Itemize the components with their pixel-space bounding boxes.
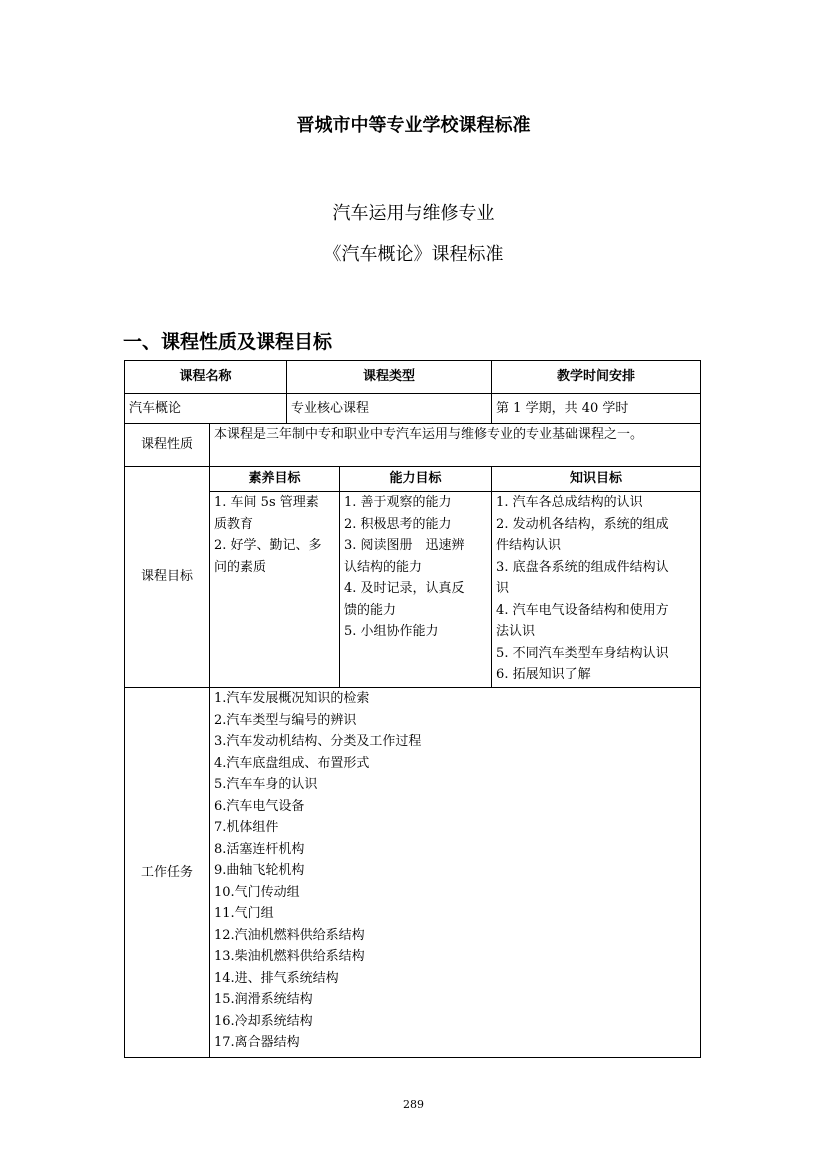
literacy-goal-line: 问的素质 <box>214 559 267 575</box>
task-item: 10.气门传动组 <box>214 884 300 900</box>
header-knowledge-goals: 知识目标 <box>492 467 701 492</box>
section-heading: 一、课程性质及课程目标 <box>123 331 333 353</box>
header-schedule: 教学时间安排 <box>492 361 701 394</box>
school-title: 晋城市中等专业学校课程标准 <box>296 115 531 136</box>
header-literacy-goals: 素养目标 <box>210 467 340 492</box>
knowledge-goal-line: 3. 底盘各系统的组成件结构认 <box>496 559 669 575</box>
task-item: 11.气门组 <box>214 906 274 921</box>
course-name-value: 汽车概论 <box>125 394 287 424</box>
goals-content-row <box>125 492 701 688</box>
course-type-value: 专业核心课程 <box>287 394 492 424</box>
task-item: 6.汽车电气设备 <box>214 798 305 814</box>
course-title: 《汽车概论》课程标准 <box>323 244 504 265</box>
knowledge-goal-line: 2. 发动机各结构，系统的组成 <box>496 516 669 532</box>
task-item: 9.曲轴飞轮机构 <box>214 863 305 878</box>
task-item: 3.汽车发动机结构、分类及工作过程 <box>214 734 422 749</box>
knowledge-goal-line: 6. 拓展知识了解 <box>496 667 591 682</box>
task-item: 4.汽车底盘组成、布置形式 <box>214 755 370 771</box>
header-ability-goals: 能力目标 <box>340 467 492 492</box>
ability-goal-line: 3. 阅读图册 迅速辨 <box>344 538 465 553</box>
knowledge-goal-line: 1. 汽车各总成结构的认识 <box>496 495 643 510</box>
ability-goal-line: 5. 小组协作能力 <box>344 624 439 639</box>
table-row <box>125 394 701 424</box>
task-item: 2.汽车类型与编号的辨识 <box>214 712 357 728</box>
task-item: 17.离合器结构 <box>214 1035 300 1050</box>
task-item: 16.冷却系统结构 <box>214 1013 313 1029</box>
nature-row <box>125 424 701 467</box>
task-item: 5.汽车车身的认识 <box>214 777 318 792</box>
page-number: 289 <box>403 1098 424 1111</box>
knowledge-goal-line: 件结构认识 <box>496 538 562 553</box>
nature-label: 课程性质 <box>125 424 210 467</box>
nature-text: 本课程是三年制中专和职业中专汽车运用与维修专业的专业基础课程之一。 <box>210 424 701 467</box>
header-course-name: 课程名称 <box>125 361 287 394</box>
task-item: 12.汽油机燃料供给系结构 <box>214 927 365 943</box>
goals-label: 课程目标 <box>125 467 210 688</box>
literacy-goal-line: 1. 车间 5s 管理素 <box>214 495 319 510</box>
task-item: 1.汽车发展概况知识的检索 <box>214 691 370 706</box>
task-item: 14.进、排气系统结构 <box>214 970 339 986</box>
knowledge-goal-line: 识 <box>496 581 510 596</box>
task-item: 8.活塞连杆机构 <box>214 841 305 857</box>
schedule-value: 第 1 学期，共 40 学时 <box>492 394 701 424</box>
tasks-label: 工作任务 <box>125 688 210 1058</box>
ability-goals-cell <box>340 492 492 688</box>
goals-subheader-row <box>125 467 701 492</box>
major-title: 汽车运用与维修专业 <box>332 203 495 224</box>
knowledge-goals-cell <box>492 492 701 688</box>
knowledge-goal-line: 法认识 <box>496 624 536 639</box>
ability-goal-line: 认结构的能力 <box>344 559 423 575</box>
ability-goal-line: 馈的能力 <box>344 602 397 618</box>
knowledge-goal-line: 4. 汽车电气设备结构和使用方 <box>496 602 669 618</box>
ability-goal-line: 1. 善于观察的能力 <box>344 495 452 510</box>
task-item: 13.柴油机燃料供给系结构 <box>214 949 365 964</box>
literacy-goals-cell <box>210 492 340 688</box>
tasks-row <box>125 688 701 1058</box>
header-course-type: 课程类型 <box>287 361 492 394</box>
course-standard-table <box>124 360 701 1058</box>
task-item: 7.机体组件 <box>214 820 279 835</box>
task-item: 15.润滑系统结构 <box>214 992 313 1007</box>
table-header-row <box>125 361 701 394</box>
tasks-cell <box>210 688 701 1058</box>
ability-goal-line: 2. 积极思考的能力 <box>344 516 452 532</box>
ability-goal-line: 4. 及时记录，认真反 <box>344 581 465 596</box>
knowledge-goal-line: 5. 不同汽车类型车身结构认识 <box>496 645 669 661</box>
literacy-goal-line: 2. 好学、勤记、多 <box>214 538 322 553</box>
literacy-goal-line: 质教育 <box>214 516 254 532</box>
